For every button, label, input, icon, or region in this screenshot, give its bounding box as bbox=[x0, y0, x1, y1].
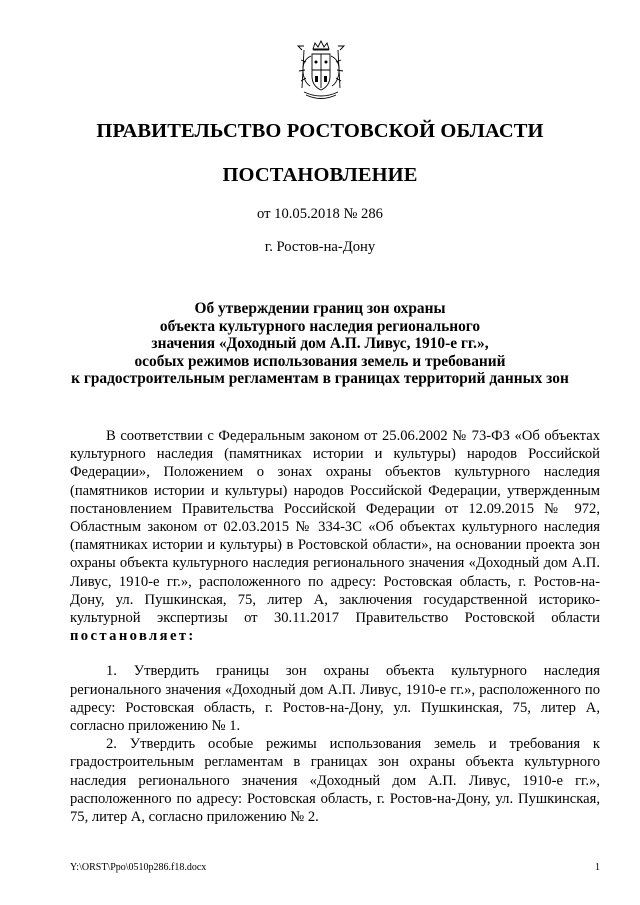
date-number: от 10.05.2018 № 286 bbox=[257, 206, 383, 222]
document-type-title: ПОСТАНОВЛЕНИЕ bbox=[222, 164, 418, 186]
preamble-text: В соответствии с Федеральным законом от 25.06.2002 № 73-ФЗ «Об объектах культурного наследия (памятниках истории и культуры) народов Российской Федерации», Положением о зонах охраны объектов культурного наследия (памятников истории и культуры) народов Российской Федерации, утвержденным постановлением Правительства Российской Федерации от 12.09.2015 № 972, Областным законом от 02.03.2015 № 334-ЗС «Об объектах культурного наследия (памятниках истории и культуры) в Ростовской области», на основании проекта зон охраны объекта культурного наследия регионального значения «Доходный дом А.П. Ливус, 1910-е гг.», расположенного по адресу: Ростовская область, г. Ростов-на-Дону, ул. Пушкинская, 75, литер А, заключения государственной историко-культурной экспертизы от 30.11.2017 Правительство Ростовской области bbox=[70, 428, 600, 627]
item-1-paragraph: 1. Утвердить границы зон охраны объекта культурного наследия регионального значения «Доходный дом А.П. Ливус, 1910-е гг.», расположенного по адресу: Ростовская область, г. Ростов-на-Дону, ул. Пушкинская, 75, литер А, согласно приложению № 1. bbox=[70, 663, 600, 735]
resolves-word: постановляет: bbox=[70, 628, 196, 645]
subject-line: Об утверждении границ зон охраны bbox=[194, 300, 446, 317]
subject-line: особых режимов использования земель и требований bbox=[134, 352, 506, 370]
preamble-paragraph bbox=[70, 427, 600, 645]
coat-of-arms-icon bbox=[296, 40, 346, 102]
subject-line: к градостроительным регламентам в границах территорий данных зон bbox=[71, 370, 569, 388]
document-subject bbox=[70, 300, 570, 388]
page-footer bbox=[70, 862, 600, 873]
document-body bbox=[70, 427, 600, 826]
city: г. Ростов-на-Дону bbox=[264, 239, 376, 255]
item-2-paragraph: 2. Утвердить особые режимы использования земель и требования к градостроительным регламентам в границах зон охраны объекта культурного наследия регионального значения «Доходный дом А.П. Ливус, 1910-е гг.», расположенного по адресу: Ростовская область, г. Ростов-на-Дону, ул. Пушкинская, 75, литер А, согласно приложению № 2. bbox=[70, 736, 600, 826]
file-path: Y:\ORST\Ppo\0510p286.f18.docx bbox=[70, 862, 207, 873]
subject-line: значения «Доходный дом А.П. Ливус, 1910-е гг.», bbox=[151, 335, 489, 353]
government-title: ПРАВИТЕЛЬСТВО РОСТОВСКОЙ ОБЛАСТИ bbox=[96, 120, 544, 142]
page-number: 1 bbox=[595, 862, 600, 873]
subject-line: объекта культурного наследия регионального bbox=[159, 317, 481, 335]
